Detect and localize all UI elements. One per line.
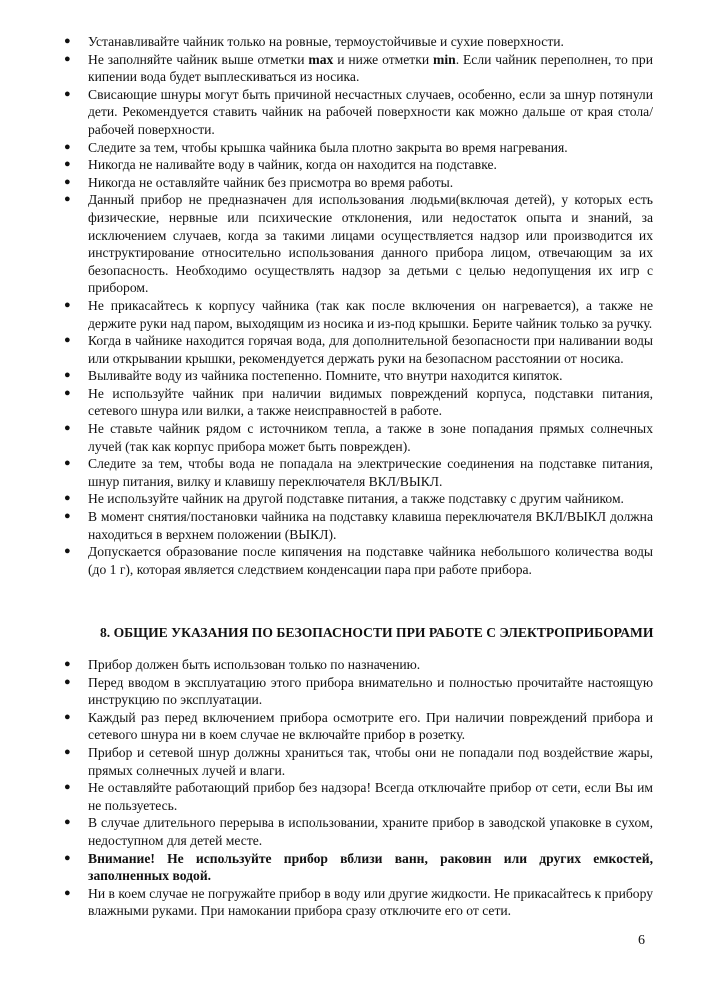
section-heading: 8. ОБЩИЕ УКАЗАНИЯ ПО БЕЗОПАСНОСТИ ПРИ РАБОТЕ С ЭЛЕКТРОПРИБОРАМИ	[100, 625, 654, 640]
list-item	[64, 156, 653, 174]
list-item	[64, 744, 653, 779]
page-number: 6	[638, 933, 645, 948]
list-item	[64, 656, 653, 674]
list-item	[64, 420, 653, 455]
bullet-icon: ●	[64, 545, 71, 558]
bullet-icon: ●	[64, 175, 71, 188]
bullet-icon: ●	[64, 745, 71, 758]
item-text: Допускается образование после кипячения на подставке чайника небольшого количества воды (до 1 г), которая является следствием конденсации пара при работе прибора.	[88, 544, 653, 577]
item-text: Устанавливайте чайник только на ровные, термоустойчивые и сухие поверхности.	[88, 34, 564, 49]
general-safety-list	[64, 656, 653, 920]
bullet-icon: ●	[64, 710, 71, 723]
item-text: Данный прибор не предназначен для использования людьми(включая детей), у которых есть физические, нервные или психические отклонения, или недостаток опыта и знаний, за исключением случаев, когда за такими лицами осуществляется надзор или производится их инструктирование относительно использования данного прибора лицом, отвечающим за их безопасность. Необходимо осуществлять надзор за детьми с целью недопущения их игр с прибором.	[88, 192, 653, 296]
bullet-icon: ●	[64, 52, 71, 65]
list-item	[64, 779, 653, 814]
bullet-icon: ●	[64, 886, 71, 899]
list-item	[64, 33, 653, 51]
bold-text: Внимание! Не используйте прибор вблизи ванн, раковин или других емкостей, заполненных водой.	[88, 850, 653, 884]
bullet-icon: ●	[64, 658, 71, 670]
list-item	[64, 814, 653, 849]
list-item	[64, 191, 653, 297]
bullet-icon: ●	[64, 422, 71, 435]
bold-text: max	[308, 51, 334, 67]
list-item	[64, 385, 653, 420]
bullet-icon: ●	[64, 193, 71, 206]
item-text: Никогда не оставляйте чайник без присмотра во время работы.	[88, 174, 454, 190]
bullet-icon: ●	[64, 386, 71, 399]
item-text: и ниже отметки	[333, 51, 434, 67]
item-text: Ни в коем случае не погружайте прибор в воду или другие жидкости. Не прикасайтесь к прибору влажными руками. При намокании прибора сразу отключите его от сети.	[88, 885, 653, 919]
item-text: Перед вводом в эксплуатацию этого прибора внимательно и полностью прочитайте настоящую инструкцию по эксплуатации.	[88, 674, 653, 708]
item-text: В случае длительного перерыва в использовании, храните прибор в заводской упаковке в сухом, недоступном для детей месте.	[88, 815, 653, 848]
item-text: Следите за тем, чтобы вода не попадала на электрические соединения на подставке питания, шнур питания, вилку и клавишу переключателя ВКЛ/ВЫКЛ.	[88, 456, 653, 489]
bullet-icon: ●	[64, 781, 71, 794]
list-item	[64, 297, 653, 332]
item-text: Прибор и сетевой шнур должны храниться так, чтобы они не попадали под воздействие жары, прямых солнечных лучей и влаги.	[88, 744, 653, 778]
list-item	[64, 674, 653, 709]
item-text: Не оставляйте работающий прибор без надзора! Всегда отключайте прибор от сети, если Вы им не пользуетесь.	[88, 780, 653, 813]
item-text: Не заполняйте чайник выше отметки	[88, 51, 309, 67]
safety-instructions-list	[64, 33, 653, 578]
list-item	[64, 139, 653, 157]
bullet-icon: ●	[64, 816, 71, 829]
bullet-icon: ●	[64, 851, 71, 864]
item-text: Каждый раз перед включением прибора осмотрите его. При наличии повреждений прибора и сетевого шнура ни в коем случае не включайте прибор в розетку.	[88, 709, 653, 743]
list-item	[64, 367, 653, 385]
list-item	[64, 174, 653, 192]
item-text: Не используйте чайник при наличии видимых повреждений корпуса, подставки питания, сетевого шнура или вилки, а также неисправностей в работе.	[88, 385, 653, 419]
item-text: Не прикасайтесь к корпусу чайника (так как после включения он нагревается), а также не держите руки над паром, выходящим из носика и из-под крышки. Берите чайник только за ручку.	[88, 297, 653, 331]
item-text: В момент снятия/постановки чайника на подставку клавиша переключателя ВКЛ/ВЫКЛ должна находиться в верхнем положении (ВЫКЛ).	[88, 509, 653, 542]
list-item	[64, 455, 653, 490]
item-text: Свисающие шнуры могут быть причиной несчастных случаев, особенно, если за шнур потянули дети. Рекомендуется ставить чайник на рабочей поверхности как можно дальше от края стола/рабочей поверхности.	[88, 86, 653, 137]
bullet-icon: ●	[64, 87, 71, 100]
list-item	[64, 709, 653, 744]
item-text: . Если чайник переполнен, то при кипении вода будет выплескиваться из носика.	[88, 51, 653, 85]
list-item	[64, 332, 653, 367]
bold-text: min	[433, 51, 456, 67]
item-text: Прибор должен быть использован только по назначению.	[88, 657, 421, 672]
bullet-icon: ●	[64, 369, 71, 382]
bullet-icon: ●	[64, 140, 71, 153]
item-text: Следите за тем, чтобы крышка чайника была плотно закрыта во время нагревания.	[88, 139, 568, 155]
item-text: Выливайте воду из чайника постепенно. Помните, что внутри находится кипяток.	[88, 368, 563, 384]
list-item	[64, 850, 653, 885]
list-item	[64, 490, 653, 508]
list-item	[64, 885, 653, 920]
bullet-icon: ●	[64, 334, 71, 347]
bullet-icon: ●	[64, 492, 71, 505]
bullet-icon: ●	[64, 457, 71, 470]
list-item	[64, 508, 653, 543]
item-text: Не используйте чайник на другой подставке питания, а также подставку с другим чайником.	[88, 491, 624, 507]
bullet-icon: ●	[64, 510, 71, 523]
list-item	[64, 86, 653, 139]
item-text: Когда в чайнике находится горячая вода, для дополнительной безопасности при наливании воды или открывании крышки, рекомендуется держать руки на безопасном расстоянии от носика.	[88, 333, 653, 366]
bullet-icon: ●	[64, 158, 71, 171]
bullet-icon: ●	[64, 298, 71, 311]
list-item	[64, 51, 653, 86]
item-text: Не ставьте чайник рядом с источником тепла, а также в зоне попадания прямых солнечных лучей (так как корпус прибора может быть поврежден).	[88, 421, 653, 454]
bullet-icon: ●	[64, 35, 71, 47]
bullet-icon: ●	[64, 675, 71, 688]
item-text: Никогда не наливайте воду в чайник, когда он находится на подставке.	[88, 157, 497, 173]
list-item	[64, 543, 653, 578]
